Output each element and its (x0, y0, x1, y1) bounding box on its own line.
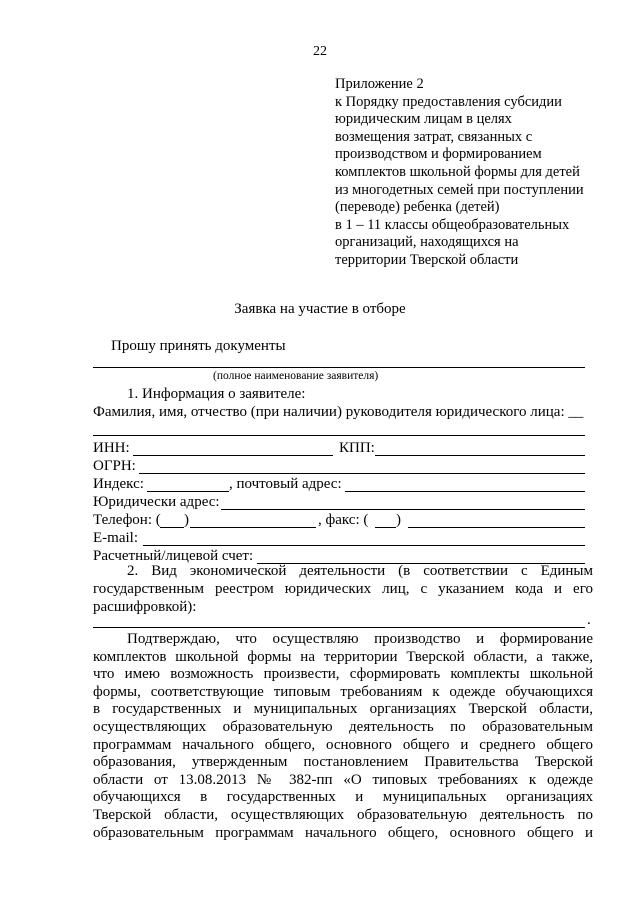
inn-label: ИНН: (93, 440, 130, 456)
appendix-line: к Порядку предоставления субсидии (335, 93, 562, 110)
confirmation-line: обучающихся в государственных и муниципальных организациях (93, 789, 593, 806)
postal-address-label: , почтовый адрес: (229, 476, 342, 492)
document-title: Заявка на участие в отборе (234, 301, 406, 317)
confirmation-line: программам начального общего, основного общего и среднего общего (93, 736, 593, 753)
confirmation-line: образования, утвержденным постановлением Правительства Тверской (93, 754, 593, 771)
head-name-label: Фамилия, имя, отчество (при наличии) руководителя юридического лица: __ (93, 404, 584, 420)
email-field[interactable] (143, 545, 585, 546)
confirmation-line: Тверской области, осуществляющих образовательную деятельность по (93, 806, 593, 823)
activity-end-mark: . (587, 612, 591, 628)
fax-label: , факс: ( (318, 512, 369, 528)
page-number: 22 (313, 44, 327, 59)
activity-type-field[interactable] (93, 627, 585, 628)
section2-line: государственным реестром юридических лиц, с указанием кода и его (93, 581, 593, 597)
legal-address-label: Юридически адрес: (93, 494, 220, 510)
appendix-line: возмещения затрат, связанных с (335, 128, 533, 145)
appendix-line: в 1 – 11 классы общеобразовательных (335, 216, 570, 233)
confirmation-line: осуществляющих образовательную деятельность по образовательным (93, 718, 593, 735)
head-name-field[interactable] (93, 435, 585, 436)
phone-number-field[interactable] (190, 527, 316, 528)
appendix-line: комплектов школьной формы для детей (335, 163, 580, 180)
request-text: Прошу принять документы (111, 338, 286, 354)
phone-label: Телефон: ( (93, 512, 161, 528)
kpp-field[interactable] (375, 455, 585, 456)
section1-heading: 1. Информация о заявителе: (127, 386, 306, 402)
confirmation-line: области от 13.08.2013 № 382-пп «О типовых требованиях к одежде (93, 771, 593, 788)
postal-address-field[interactable] (345, 491, 585, 492)
ogrn-label: ОГРН: (93, 458, 136, 474)
fax-number-field[interactable] (408, 527, 585, 528)
confirmation-line: что имею возможность произвести, сформировать комплекты школьной (93, 666, 593, 683)
index-field[interactable] (147, 491, 229, 492)
fax-code-field[interactable] (375, 527, 396, 528)
appendix-block (335, 76, 625, 270)
appendix-line: производством и формированием (335, 146, 542, 163)
confirmation-line: в государственных и муниципальных организациях Тверской области, (93, 701, 593, 718)
appendix-line: территории Тверской области (335, 251, 519, 268)
inn-field[interactable] (133, 455, 333, 456)
appendix-line: организаций, находящихся на (335, 234, 519, 251)
kpp-label: КПП: (339, 440, 375, 456)
legal-address-field[interactable] (221, 509, 585, 510)
index-label: Индекс: (93, 476, 144, 492)
email-label: E-mail: (93, 530, 138, 546)
section2-line: расшифровкой): (93, 599, 197, 615)
appendix-line: из многодетных семей при поступлении (335, 181, 584, 198)
confirmation-paragraph (93, 631, 593, 842)
applicant-name-field[interactable] (93, 367, 585, 368)
section2-line: 2. Вид экономической деятельности (в соответствии с Единым (127, 563, 593, 579)
confirmation-line: формы, соответствующие типовым требованиям к одежде обучающихся (93, 683, 593, 700)
confirmation-line: комплектов школьной формы на территории Тверской области, а также, (93, 648, 593, 665)
ogrn-field[interactable] (139, 473, 585, 474)
appendix-line: юридическим лицам в целях (335, 111, 512, 128)
appendix-line: Приложение 2 (335, 76, 424, 92)
confirmation-line: образовательным программам начального общего, основного общего и (93, 824, 593, 841)
phone-code-field[interactable] (160, 527, 184, 528)
confirmation-line: Подтверждаю, что осуществляю производство и формирование (127, 631, 593, 647)
fax-paren: ) (396, 512, 401, 528)
phone-paren: ) (184, 512, 189, 528)
account-label: Расчетный/лицевой счет: (93, 548, 254, 564)
appendix-line: (переводе) ребенка (детей) (335, 199, 500, 216)
applicant-name-caption: (полное наименование заявителя) (213, 370, 379, 382)
